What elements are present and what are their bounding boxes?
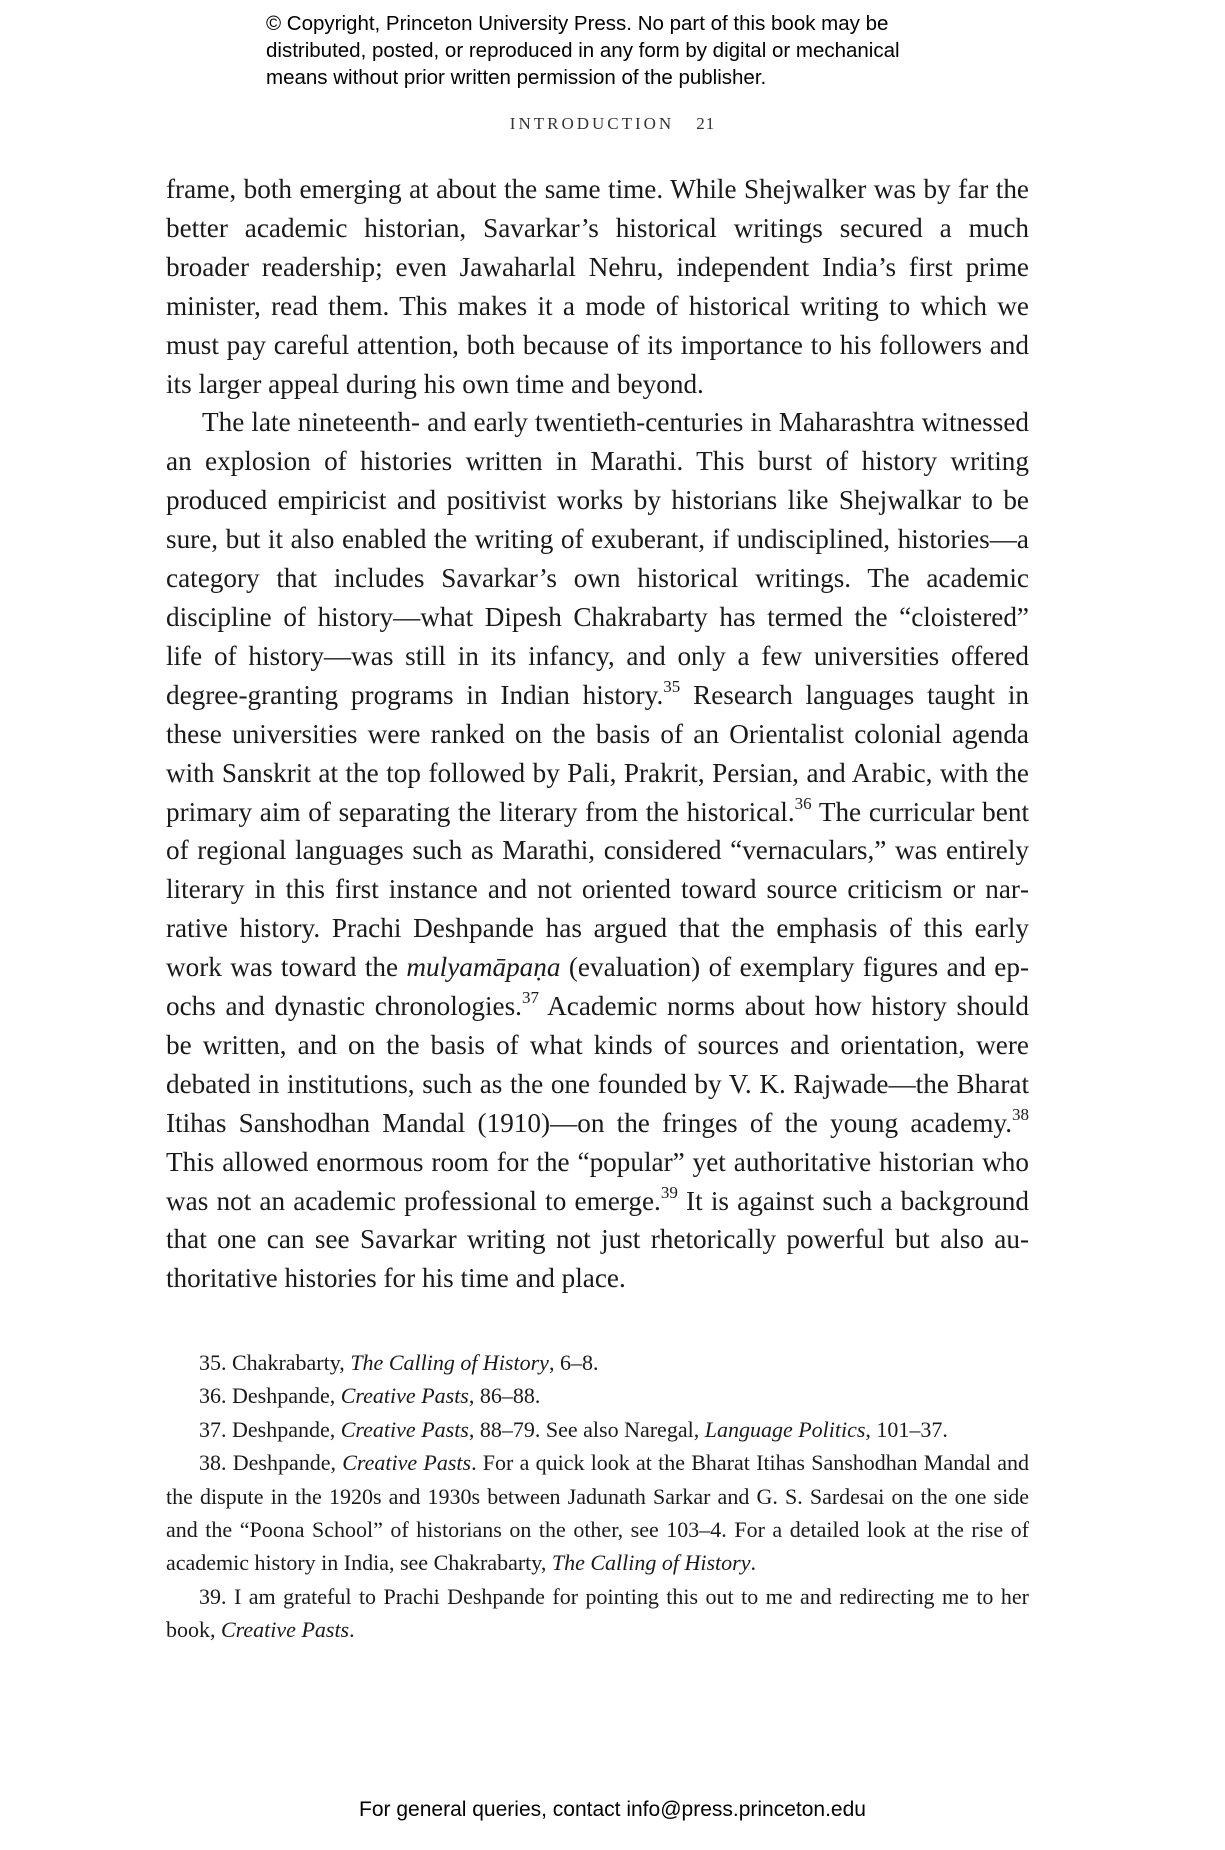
footnote-39	[166, 1580, 1029, 1647]
footnote-text: 37. Deshpande,	[199, 1416, 341, 1442]
book-title: Creative Pasts	[340, 1416, 469, 1442]
text-run: This allowed enormous room for the “popular” yet authoritative historian who was not an academic professional to emerge.	[166, 1146, 1029, 1216]
running-head-title: INTRODUCTION	[509, 114, 675, 133]
footnote-text: , 86–88.	[468, 1383, 541, 1409]
footnote-text: , 101–37.	[865, 1416, 948, 1442]
footnote-38	[166, 1446, 1029, 1580]
footnotes	[166, 1346, 1029, 1647]
footnote-text: . For a quick look at the Bharat Itihas Sanshodhan Mandal and the dispute in the 1920s and 1930s between Jadunath Sarkar and G. S. Sardesai on the one side and the “Poona School” of historians on the other, see 103–4. For a detailed look at the rise of academic history in India, see Chakrabarty,	[166, 1450, 1029, 1576]
footnote-text: , 6–8.	[548, 1350, 599, 1375]
footnote-36	[166, 1379, 1029, 1412]
footnote-text: , 88–79. See also Naregal,	[468, 1416, 705, 1442]
book-title: Creative Pasts	[221, 1617, 350, 1643]
footnote-text: .	[750, 1550, 756, 1576]
text-run: Research languages taught in these universities were ranked on the basis of an Orientalist colonial agenda with Sanskrit at the top followed by Pali, Prakrit, Persian, and Arabic, with the primary aim of separating the literary from the historical.	[166, 679, 1029, 827]
text-run: It is against such a background that one can see Savarkar writing not just rhetorically powerful but also authoritative histories for his time and place.	[166, 1185, 1029, 1294]
book-title: The Calling of History	[551, 1550, 751, 1576]
footnote-ref-35: 35	[663, 676, 681, 696]
footnote-text: 39. I am grateful to Prachi Deshpande for pointing this out to me and redirecting me to her book,	[166, 1583, 1029, 1643]
footnote-35	[166, 1346, 1029, 1379]
footnote-ref-38: 38	[1012, 1104, 1029, 1124]
copyright-line: distributed, posted, or reproduced in any form by digital or mechanical	[266, 39, 900, 62]
paragraph: frame, both emerging at about the same time. While Shejwalker was by far the better academic historian, Savarkar’s historical writings secured a much broader readership; even Jawaharlal Nehru, independent India’s first prime minister, read them. This makes it a mode of historical writing to which we must pay careful attention, both because of its importance to his followers and its larger appeal during his own time and beyond.	[166, 174, 1029, 399]
text-run: (evaluation) of exemplary figures and epochs and dynastic chronologies.	[166, 952, 1029, 1022]
main-text	[166, 170, 1029, 1298]
page-number: 21	[696, 114, 716, 133]
italic-term: mulyamāpaṇa	[406, 952, 561, 983]
footnote-text: 36. Deshpande,	[199, 1383, 341, 1409]
book-title: The Calling of History	[350, 1350, 549, 1375]
paragraph	[166, 403, 1029, 1298]
book-title: Creative Pasts	[340, 1383, 469, 1409]
text-run: The late nineteenth- and early twentieth-centuries in Maharashtra witnessed an explosion of histories written in Marathi. This burst of history writing produced empiricist and positivist works by historians like Shejwalkar to be sure, but it also enabled the writing of exuberant, if undisciplined, histories—a category that includes Savarkar’s own historical writings. The academic discipline of history—what Dipesh Chakrabarty has termed the “cloistered” life of history—was still in its infancy, and only a few universities offered degree-granting programs in Indian history.	[166, 407, 1029, 710]
footnote-37	[166, 1413, 1029, 1446]
footnote-ref-36: 36	[794, 793, 812, 813]
footnote-ref-37: 37	[521, 988, 539, 1008]
copyright-line: © Copyright, Princeton University Press. No part of this book may be	[266, 12, 889, 35]
copyright-notice	[266, 10, 1026, 91]
footer-contact: For general queries, contact info@press.princeton.edu	[359, 1798, 866, 1821]
copyright-line: means without prior written permission of the publisher.	[266, 66, 767, 89]
running-head	[0, 114, 1225, 134]
footnote-text: 38. Deshpande,	[199, 1450, 343, 1476]
footnote-text: 35. Chakrabarty,	[199, 1350, 351, 1375]
footnote-text: .	[349, 1617, 355, 1643]
book-title: Creative Pasts	[342, 1450, 472, 1476]
footnote-ref-39: 39	[660, 1182, 678, 1202]
text-run: Academic norms about how history should be written, and on the basis of what kinds of sources and orientation, were debated in institutions, such as the one founded by V. K. Rajwade—the Bharat Itihas Sanshodhan Mandal (1910)—on the fringes of the young academy.	[166, 991, 1029, 1138]
book-title: Language Politics	[704, 1416, 866, 1442]
text-run: The curricular bent of regional languages such as Marathi, considered “vernaculars,” was entirely literary in this first instance and not oriented toward source criticism or narrative history. Prachi Deshpande has argued that the emphasis of this early work was toward the	[166, 796, 1029, 983]
